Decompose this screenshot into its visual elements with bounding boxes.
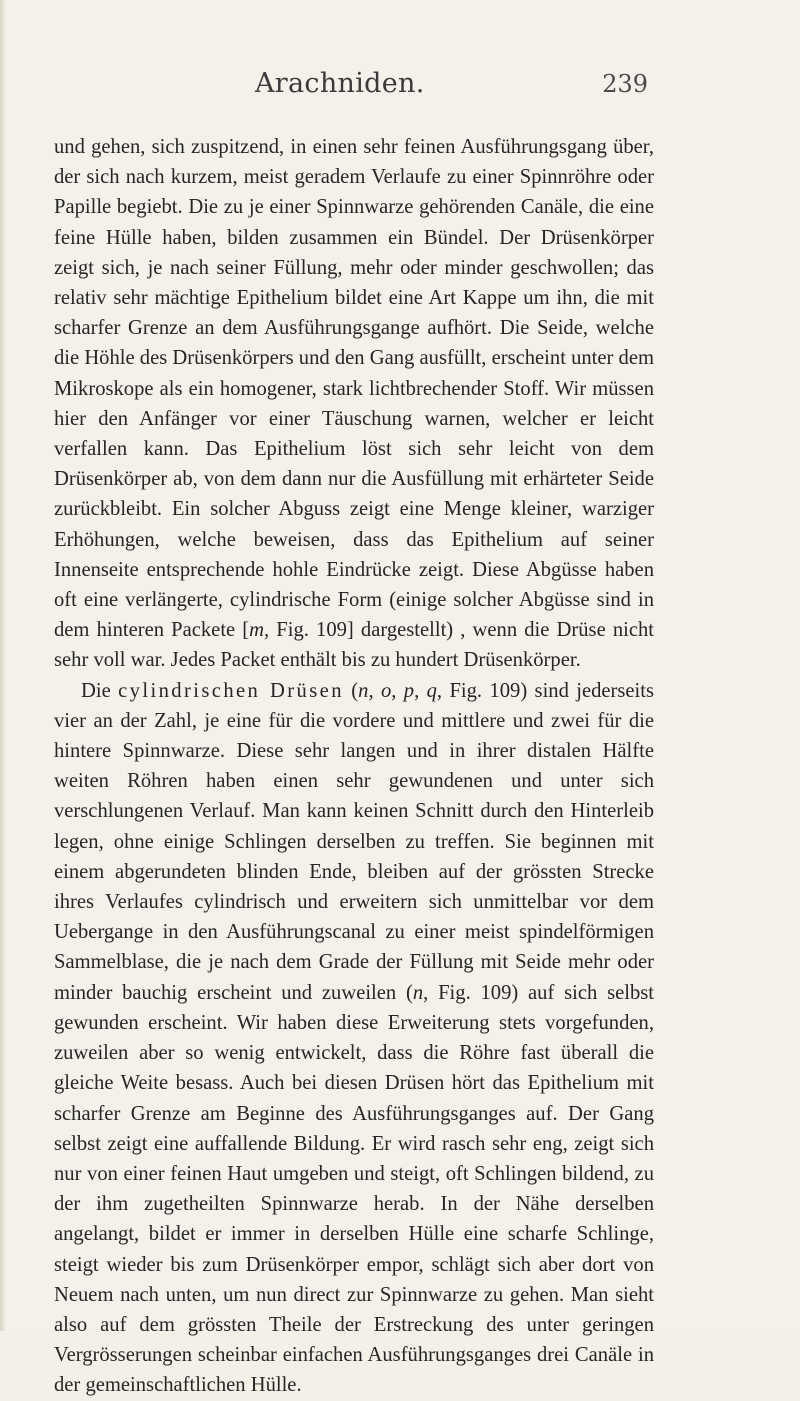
figure-letter-n: n <box>358 679 369 702</box>
figure-letter-p: p <box>403 679 415 702</box>
figure-letter-o: o <box>380 679 392 702</box>
paragraph-2-term: cylindrischen Drüsen <box>118 679 344 702</box>
paragraph-2-lead: Die <box>81 679 111 702</box>
paragraph-2: Die cylindrischen Drüsen (n, o, p, q, Fig. 109) sind jederseits vier an der Zahl, je eine für die vordere und mittlere und zwei für die hintere Spinnwarze. Diese sehr langen und in ihrer distalen Hälfte weiten Röhren haben einen sehr gewundenen und unter sich verschlungenen Verlauf. Man kann keinen Schnitt durch den Hinterleib legen, ohne einige Schlingen derselben zu treffen. Sie beginnen mit einem abgerundeten blinden Ende, bleiben auf der grössten Strecke ihres Verlaufes cylindrisch und erweitern sich unmittelbar vor dem Uebergange in den Ausführungscanal zu einer meist spindelförmigen Sammelblase, die je nach dem Grade der Füllung mit Seide mehr oder minder bauchig erscheint und zuweilen (n, Fig. 109) auf sich selbst gewunden erscheint. Wir haben diese Erweiterung stets vorgefunden, zuweilen aber so wenig entwickelt, dass die Röhre fast überall die gleiche Weite besass. Auch bei diesen Drüsen hört das Epithelium mit scharfer Grenze am Beginne des Ausführungsganges auf. Der Gang selbst zeigt eine auffallende Bildung. Er wird rasch sehr eng, zeigt sich nur von einer feinen Haut umgeben und steigt, oft Schlingen bildend, zu der ihm zugetheilten Spinnwarze herab. In der Nähe derselben angelangt, bildet er immer in derselben Hülle eine scharfe Schlinge, steigt wieder bis zum Drüsenkörper empor, schlägt sich aber dort von Neuem nach unten, um nun direct zur Spinnwarze zu gehen. Man sieht also auf dem grössten Theile der Erstreckung des unter geringen Vergrösserungen scheinbar einfachen Ausführungsganges drei Canäle in der gemeinschaftlichen Hülle. <box>54 679 655 1397</box>
running-title: Arachniden. <box>255 68 425 99</box>
page-number: 239 <box>602 70 648 98</box>
body-text <box>54 132 654 1401</box>
figure-letter-q: q <box>426 679 437 702</box>
page-header <box>0 68 800 108</box>
paragraph-2-open: ( <box>351 679 359 702</box>
figure-ref-letter: m <box>249 619 265 642</box>
paragraph-1 <box>54 132 654 676</box>
figure-letter-n-2: n <box>412 981 424 1004</box>
paragraph-2-rest: , Fig. 109) auf sich selbst gewunden erscheint. Wir haben diese Erweiterung stets vorgefunden, zuweilen aber so wenig entwickelt, dass die Röhre fast überall die gleiche Weite besass. Auch bei diesen Drüsen hört das Epithelium mit scharfer Grenze am Beginne des Ausführungsganges auf. Der Gang selbst zeigt eine auffallende Bildung. Er wird rasch sehr eng, zeigt sich nur von einer feinen Haut umgeben und steigt, oft Schlingen bildend, zu der ihm zugetheilten Spinnwarze herab. In der Nähe derselben angelangt, bildet er immer in derselben Hülle eine scharfe Schlinge, steigt wieder bis zum Drüsenkörper empor, schlägt sich aber dort von Neuem nach unten, um nun direct zur Spinnwarze zu gehen. Man sieht also auf dem grössten Theile der Erstreckung des unter geringen Vergrösserungen scheinbar einfachen Ausführungsganges drei Canäle in der gemeinschaftlichen Hülle. <box>54 981 654 1397</box>
page-edge <box>0 0 6 1331</box>
paragraph-2-after-letters: , Fig. 109) sind jederseits vier an der Zahl, je eine für die vordere und mittlere und zwei für die hintere Spinnwarze. Diese sehr langen und in ihrer distalen Hälfte weiten Röhren haben einen sehr gewundenen und unter sich verschlungenen Verlauf. Man kann keinen Schnitt durch den Hinterleib legen, ohne einige Schlingen derselben zu treffen. Sie beginnen mit einem abgerundeten blinden Ende, bleiben auf der grössten Strecke ihres Verlaufes cylindrisch und erweitern sich unmittelbar vor dem Uebergange in den Ausführungscanal zu einer meist spindelförmigen Sammelblase, die je nach dem Grade der Füllung mit Seide mehr oder minder bauchig erscheint und zuweilen ( <box>54 679 655 1004</box>
paragraph-1-text: und gehen, sich zuspitzend, in einen sehr feinen Ausführungsgang über, der sich nach kurzem, meist geradem Verlaufe zu einer Spinnröhre oder Papille begiebt. Die zu je einer Spinnwarze gehörenden Canäle, die eine feine Hülle haben, bilden zusammen ein Bündel. Der Drüsenkörper zeigt sich, je nach seiner Füllung, mehr oder minder geschwollen; das relativ sehr mächtige Epithelium bildet eine Art Kappe um ihn, die mit scharfer Grenze an dem Ausführungsgange aufhört. Die Seide, welche die Höhle des Drüsenkörpers und den Gang ausfüllt, erscheint unter dem Mikroskope als ein homogener, stark lichtbrechender Stoff. Wir müssen hier den Anfänger vor einer Täuschung warnen, welcher er leicht verfallen kann. Das Epithelium löst sich sehr leicht von dem Drüsenkörper ab, von dem dann nur die Ausfüllung mit erhärteter Seide zurückbleibt. Ein solcher Abguss zeigt eine Menge kleiner, warziger Erhöhungen, welche beweisen, dass das Epithelium auf seiner Innenseite entsprechende hohle Eindrücke zeigt. Diese Abgüsse haben oft eine verlängerte, cylindrische Form (einige solcher Abgüsse sind in dem hinteren Packete [ <box>54 136 654 642</box>
paragraph-1-tail: , Fig. 109] dargestellt) , wenn die Drüse nicht sehr voll war. Jedes Packet enthält bis zu hundert Drüsenkörper. <box>54 619 654 672</box>
